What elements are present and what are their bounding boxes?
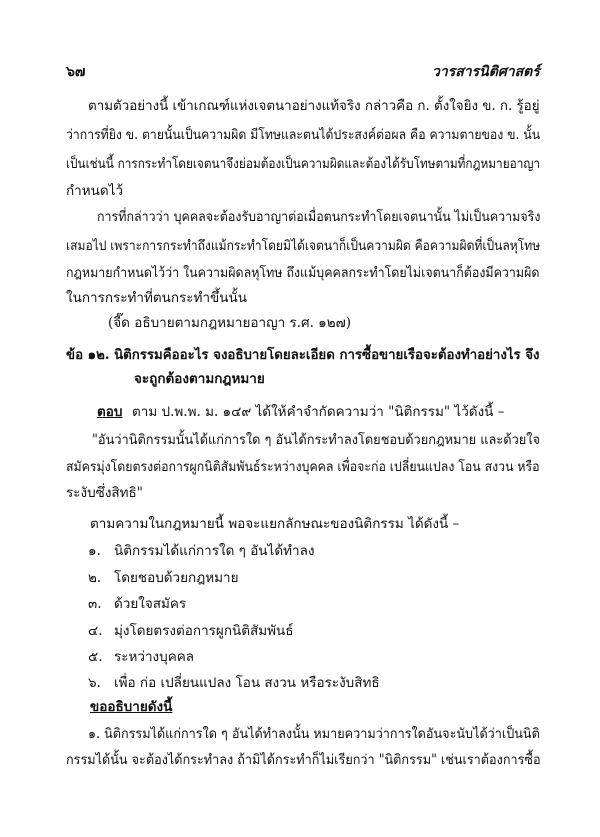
paragraph-1-line-1: ตามตัวอย่างนี้ เข้าเกณฑ์แห่งเจตนาอย่างแท้จริง กล่าวคือ ก. ตั้งใจยิง ข. ก. รู้อยู่ bbox=[88, 98, 540, 114]
explanation-line-2: กรรมได้นั้น จะต้องได้กระทำลง ถ้ามิได้กระทำก็ไม่เรียกว่า "นิติกรรม" เช่นเราต้องการซื้อ bbox=[66, 752, 541, 768]
element-num-4: ๔. bbox=[88, 623, 103, 639]
answer-intro: ตาม ป.พ.พ. ม. ๑๔๙ ได้ให้คำจำกัดความว่า "นิติกรรม" ไว้ดังนี้ – bbox=[132, 404, 505, 420]
element-text-5: ระหว่างบุคคล bbox=[114, 649, 195, 665]
paragraph-2-line-4: ในการกระทำที่ตนกระทำขึ้นนั้น bbox=[66, 290, 247, 306]
element-num-1: ๑. bbox=[88, 543, 101, 559]
element-num-5: ๕. bbox=[88, 649, 103, 665]
element-num-3: ๓. bbox=[88, 596, 102, 612]
definition-quote-line-2: สมัครมุ่งโดยตรงต่อการผูกนิติสัมพันธ์ระหว่างบุคคล เพื่อจะก่อ เปลี่ยนแปลง โอน สงวน หรือ bbox=[66, 459, 540, 475]
paragraph-1-line-3: เป็นเช่นนี้ การกระทำโดยเจตนาจึงย่อมต้องเป็นความผิดและต้องได้รับโทษตามที่กฎหมายอาญา bbox=[66, 156, 541, 172]
page-number: ๖๗ bbox=[66, 64, 86, 80]
element-text-6: เพื่อ ก่อ เปลี่ยนแปลง โอน สงวน หรือระงับสิทธิ bbox=[114, 675, 380, 691]
paragraph-1-line-2: ว่าการที่ยิง ข. ตายนั้นเป็นความผิด มีโทษและตนได้ประสงค์ต่อผล คือ ความตายของ ข. นั้น bbox=[66, 127, 541, 143]
question-line-2: จะถูกต้องตามกฎหมาย bbox=[134, 371, 265, 387]
definition-quote-line-3: ระงับซึ่งสิทธิ" bbox=[66, 485, 144, 501]
element-num-6: ๖. bbox=[88, 675, 101, 691]
reference-citation: (จี๊ด อธิบายตามกฎหมายอาญา ร.ศ. ๑๒๗) bbox=[108, 315, 352, 331]
answer-label: ตอบ bbox=[97, 404, 123, 420]
definition-quote-line-1: "อันว่านิติกรรมนั้นได้แก่การใด ๆ อันได้กระทำลงโดยชอบด้วยกฎหมาย และด้วยใจ bbox=[92, 432, 541, 448]
element-text-3: ด้วยใจสมัคร bbox=[114, 596, 187, 612]
explanation-heading: ขออธิบายดังนี้ bbox=[90, 699, 173, 715]
journal-title: วารสารนิติศาสตร์ bbox=[432, 64, 540, 80]
element-text-1: นิติกรรมได้แก่การใด ๆ อันได้ทำลง bbox=[114, 543, 315, 559]
paragraph-1-line-4: กำหนดไว้ bbox=[66, 183, 124, 199]
paragraph-2-line-2: เสมอไป เพราะการกระทำถึงแม้กระทำโดยมิได้เจตนาก็เป็นความผิด คือความผิดที่เป็นลหุโทษ bbox=[66, 238, 541, 254]
explanation-line-1: ๑. นิติกรรมได้แก่การใด ๆ อันได้ทำลงนั้น หมายความว่าการใดอันจะนับได้ว่าเป็นนิติ bbox=[88, 726, 540, 742]
element-num-2: ๒. bbox=[88, 570, 102, 586]
elements-intro: ตามความในกฎหมายนี้ พอจะแยกลักษณะของนิติกรรม ได้ดังนี้ – bbox=[90, 516, 460, 532]
question-line-1: ข้อ ๑๒. นิติกรรมคืออะไร จงอธิบายโดยละเอียด การซื้อขายเรือจะต้องทำอย่างไร จึง bbox=[66, 347, 540, 363]
element-text-4: มุ่งโดยตรงต่อการผูกนิติสัมพันธ์ bbox=[114, 623, 294, 639]
element-text-2: โดยชอบด้วยกฎหมาย bbox=[114, 570, 239, 586]
paragraph-2-line-1: การที่กล่าวว่า บุคคลจะต้องรับอาญาต่อเมื่อตนกระทำโดยเจตนานั้น ไม่เป็นความจริง bbox=[97, 209, 541, 225]
paragraph-2-line-3: กฎหมายกำหนดไว้ว่า ในความผิดลหุโทษ ถึงแม้บุคคลกระทำโดยไม่เจตนาก็ต้องมีความผิด bbox=[66, 265, 540, 281]
